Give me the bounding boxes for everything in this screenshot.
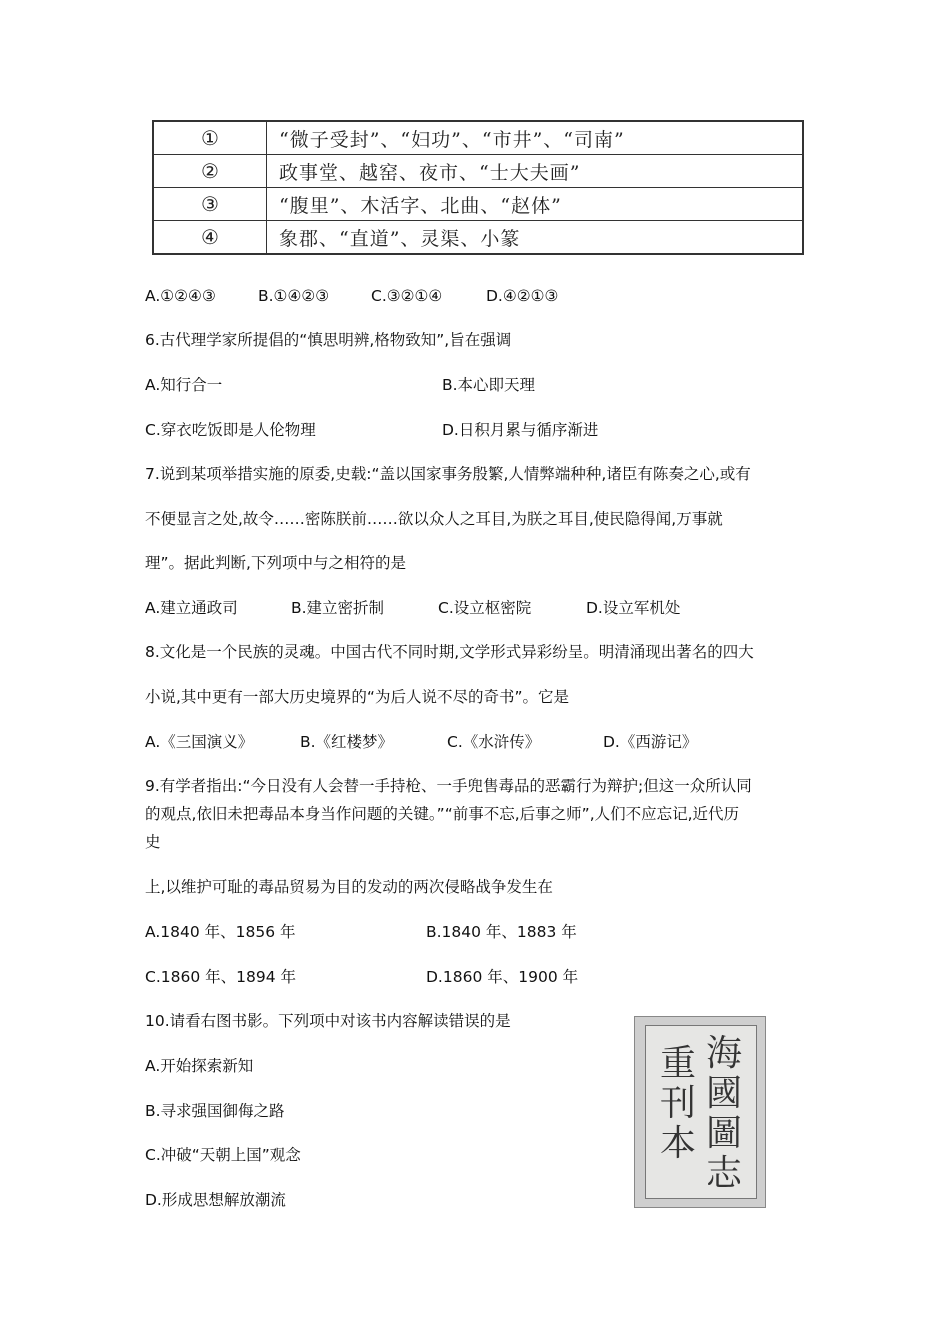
q5-option-a: A.①②④③ [145, 287, 216, 305]
q9-stem-line-3: 史 [145, 833, 161, 851]
q5-option-d: D.④②①③ [486, 287, 559, 305]
q10-stem: 10.请看右图书影。下列项中对该书内容解读错误的是 [145, 1012, 511, 1030]
row-number: ① [153, 121, 267, 155]
q6-stem: 6.古代理学家所提倡的“慎思明辨,格物致知”,旨在强调 [145, 331, 512, 349]
book-cover-frame [645, 1025, 757, 1199]
row-number: ② [153, 155, 267, 188]
q9-stem-line-2: 的观点,依旧未把毒品本身当作问题的关键。”“前事不忘,后事之师”,人们不应忘记,近代历 [145, 805, 740, 823]
table-row [153, 188, 803, 221]
q8-option-d: D.《西游记》 [603, 733, 698, 751]
q5-option-c: C.③②①④ [371, 287, 443, 305]
q10-option-b: B.寻求强国御侮之路 [145, 1102, 285, 1120]
q8-option-a: A.《三国演义》 [145, 733, 254, 751]
q9-stem-line-1: 9.有学者指出:“今日没有人会替一手持枪、一手兜售毒品的恶霸行为辩护;但这一众所认同 [145, 777, 752, 795]
q6-option-c: C.穿衣吃饭即是人伦物理 [145, 421, 316, 439]
row-number: ④ [153, 221, 267, 255]
q8-option-b: B.《红楼梦》 [300, 733, 394, 751]
book-edition-column: 重刊本 [659, 1043, 696, 1164]
matching-table [152, 120, 804, 255]
q7-stem-line-2: 不便显言之处,故令……密陈朕前……欲以众人之耳目,为朕之耳目,使民隐得闻,万事就 [145, 510, 723, 528]
q6-option-d: D.日积月累与循序渐进 [442, 421, 599, 439]
q9-option-a: A.1840 年、1856 年 [145, 923, 296, 941]
q9-option-d: D.1860 年、1900 年 [426, 968, 579, 986]
q7-option-a: A.建立通政司 [145, 599, 238, 617]
q7-option-d: D.设立军机处 [586, 599, 681, 617]
q5-option-b: B.①④②③ [258, 287, 330, 305]
row-text: 政事堂、越窑、夜市、“士大夫画” [267, 155, 804, 188]
q10-option-a: A.开始探索新知 [145, 1057, 254, 1075]
book-cover-image [634, 1016, 766, 1208]
q8-stem-line-1: 8.文化是一个民族的灵魂。中国古代不同时期,文学形式异彩纷呈。明清涌现出著名的四大 [145, 643, 754, 661]
q8-option-c: C.《水浒传》 [447, 733, 541, 751]
q9-option-b: B.1840 年、1883 年 [426, 923, 577, 941]
table-row [153, 221, 803, 255]
q10-option-c: C.冲破“天朝上国”观念 [145, 1146, 301, 1164]
row-text: 象郡、“直道”、灵渠、小篆 [267, 221, 804, 255]
q7-option-b: B.建立密折制 [291, 599, 385, 617]
q7-option-c: C.设立枢密院 [438, 599, 532, 617]
table-row [153, 121, 803, 155]
q9-option-c: C.1860 年、1894 年 [145, 968, 296, 986]
row-text: “微子受封”、“妇功”、“市井”、“司南” [267, 121, 804, 155]
row-number: ③ [153, 188, 267, 221]
q8-stem-line-2: 小说,其中更有一部大历史境界的“为后人说不尽的奇书”。它是 [145, 688, 569, 706]
row-text: “腹里”、木活字、北曲、“赵体” [267, 188, 804, 221]
q10-option-d: D.形成思想解放潮流 [145, 1191, 286, 1209]
q6-option-a: A.知行合一 [145, 376, 223, 394]
q7-stem-line-1: 7.说到某项举措实施的原委,史载:“盖以国家事务殷繁,人情弊端种种,诸臣有陈奏之心,或有 [145, 465, 751, 483]
book-title-column: 海國圖志 [705, 1033, 742, 1194]
q9-stem-line-4: 上,以维护可耻的毒品贸易为目的发动的两次侵略战争发生在 [145, 878, 553, 896]
q6-option-b: B.本心即天理 [442, 376, 536, 394]
table-row [153, 155, 803, 188]
q7-stem-line-3: 理”。据此判断,下列项中与之相符的是 [145, 554, 406, 572]
